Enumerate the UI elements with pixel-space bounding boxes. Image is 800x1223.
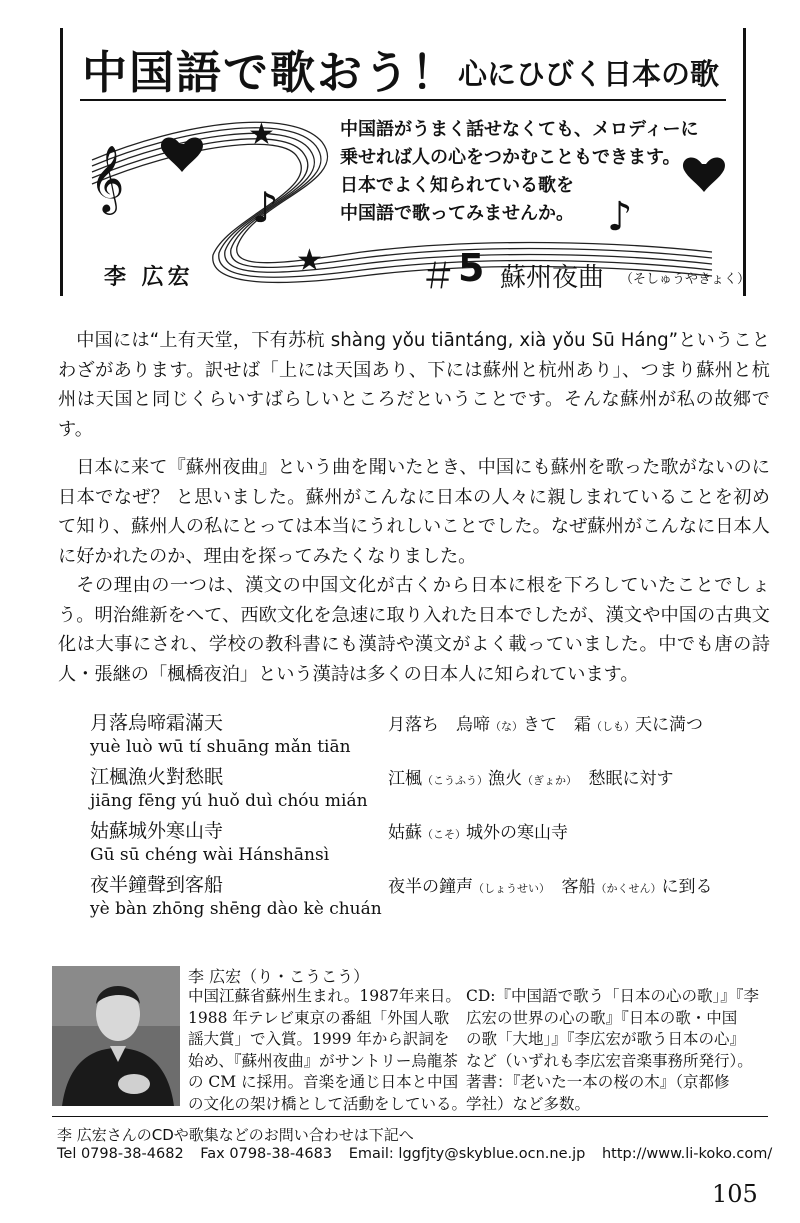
poem-japanese-text: きて 霜 [523, 715, 591, 735]
poem-chinese-line: 姑蘇城外寒山寺 [90, 820, 224, 842]
profile-bio-line: 中国江蘇省蘇州生まれ。1987年来日。 [188, 987, 461, 1005]
poem-chinese-line: 江楓漁火對愁眠 [90, 766, 224, 788]
poem-reading: （こそ） [422, 828, 466, 841]
author-name: 李 広宏 [104, 264, 194, 290]
page-title: 中国語で歌おう！ [82, 46, 459, 99]
author-photo [52, 966, 180, 1106]
intro-line: 乗せれば人の心をつかむこともできます。 [340, 147, 681, 168]
profile-cd-line: の歌「大地」』『李広宏が歌う日本の心』 [466, 1030, 746, 1048]
body-paragraph: その理由の一つは、漢文の中国文化が古くから日本に根を下ろしていたことでしょう。明治維新をへて、西欧文化を急速に取り入れた日本でしたが、漢文や中国の古典文化は大事にされ、学校の教科書にも漢詩や漢文がよく載っていました。中でも唐の詩人・張継の「楓橋夜泊」という漢詩は多くの日本人に知られています。 [58, 575, 770, 685]
page-subtitle: 心にひびく日本の歌 [458, 57, 720, 91]
poem-japanese-text: 江楓 [388, 769, 422, 789]
profile-cd-line: など（いずれも李広宏音楽事務所発行）。 [466, 1051, 753, 1070]
profile-bio-line: 始め、『蘇州夜曲』がサントリー烏龍茶 [188, 1051, 458, 1070]
profile-bio [188, 986, 468, 1115]
profile-cd-line: 広宏の世界の心の歌』『日本の歌・中国 [466, 1008, 738, 1027]
profile-cd-line: CD:『中国語で歌う「日本の心の歌」』『李 [466, 987, 760, 1005]
profile-bio-line: の CM に採用。音楽を通じ日本と中国 [188, 1073, 459, 1091]
poem-pinyin-line: jiāng fēng yú huǒ duì chóu mián [90, 791, 368, 811]
star-icon: ★ [248, 117, 275, 152]
intro-text [340, 116, 740, 228]
poem-japanese-text: 漁火 [488, 769, 522, 789]
contact-note: 李 広宏さんのCDや歌集などのお問い合わせは下記へ [57, 1126, 414, 1144]
episode-sharp: ＃ [420, 256, 457, 297]
intro-line: 中国語がうまく話せなくても、メロディーに [340, 119, 699, 140]
profile-bio-line: 1988 年テレビ東京の番組「外国人歌 [188, 1008, 450, 1027]
poem-japanese-text: 月落ち 烏啼 [388, 715, 490, 735]
profile-cd-list [466, 986, 766, 1115]
fax-number: Fax 0798-38-4683 [200, 1146, 333, 1162]
poem-pinyin-line: yuè luò wū tí shuāng mǎn tiān [90, 737, 351, 757]
profile-bio-line: の文化の架け橋として活動をしている。 [188, 1094, 468, 1113]
body-paragraph: 中国には“上有天堂，下有苏杭 shàng yǒu tiāntáng, xià yǒu Sū Háng”ということわざがあります。訳せば「上には天国あり、下には蘇州と杭州あり」、つまり蘇州と杭州は天国と同じくらいすばらしいところだということです。そんな蘇州が私の故郷です。 [58, 330, 770, 440]
poem-chinese-line: 夜半鐘聲到客船 [90, 874, 224, 896]
tel-number: Tel 0798-38-4682 [57, 1146, 184, 1162]
website-link[interactable]: http://www.li-koko.com/ [601, 1146, 773, 1162]
footer-rule [52, 1116, 768, 1117]
song-reading: （そしゅうやきょく） [620, 272, 751, 287]
poem-reading: （しも） [591, 720, 635, 733]
page-number: 105 [712, 1180, 758, 1208]
contact-info [57, 1146, 784, 1162]
poem-japanese-text: 天に満つ [635, 715, 703, 735]
poem-japanese-text: 客船 [544, 877, 596, 897]
profile-name: 李 広宏（り・こうこう） [188, 967, 370, 986]
profile-cd-line: 学社）など多数。 [466, 1094, 591, 1113]
profile-bio-line: 謡大賞」で入賞。1999 年から訳詞を [188, 1030, 450, 1048]
music-note-icon: ♪ [607, 194, 633, 240]
poem-pinyin-line: yè bàn zhōng shēng dào kè chuán [90, 899, 382, 919]
poem-reading: （ぎょか） [522, 774, 572, 787]
star-icon: ★ [296, 243, 323, 278]
intro-line: 中国語で歌ってみませんか。 [340, 203, 574, 224]
poem-reading: （こうふう） [422, 774, 488, 787]
poem-reading: （な） [490, 720, 523, 733]
poem-japanese-line [388, 872, 713, 897]
poem-reading: （かくせん） [595, 882, 662, 895]
poem-reading: （しょうせい） [473, 882, 545, 895]
profile-cd-line: 著書：『老いた一本の桜の木』（京都修 [466, 1073, 730, 1091]
poem-japanese-line [388, 710, 703, 735]
music-note-icon: ♪ [252, 183, 279, 232]
treble-clef-icon: 𝄞 [90, 144, 125, 212]
poem-japanese-text: 夜半の鐘声 [388, 877, 473, 897]
intro-line: 日本でよく知られている歌を [340, 175, 574, 196]
poem-pinyin-line: Gū sū chéng wài Hánshānsì [90, 845, 330, 865]
poem-japanese-text: に到る [661, 877, 713, 897]
song-title: 蘇州夜曲 [500, 263, 605, 293]
episode-number: 5 [458, 246, 485, 290]
email-address[interactable]: Email: lggfjty@skyblue.ocn.ne.jp [348, 1146, 586, 1162]
poem-japanese-line [388, 764, 674, 789]
poem-japanese-text: 城外の寒山寺 [466, 823, 568, 843]
title-rule [80, 99, 726, 101]
poem-chinese-line: 月落烏啼霜滿天 [90, 712, 224, 734]
body-paragraph: 日本に来て『蘇州夜曲』という曲を聞いたとき、中国にも蘇州を歌った歌がないのに日本でなぜ？ と思いました。蘇州がこんなに日本の人々に親しまれていることを初めて知り、蘇州人の私にとっては本当にうれしいことでした。なぜ蘇州がこんなに日本人に好かれたのか、理由を探ってみたくなりました。 [58, 457, 770, 567]
poem-japanese-text: 姑蘇 [388, 823, 422, 843]
poem-japanese-text: 愁眠に対す [571, 769, 674, 789]
poem-japanese-line [388, 818, 568, 843]
